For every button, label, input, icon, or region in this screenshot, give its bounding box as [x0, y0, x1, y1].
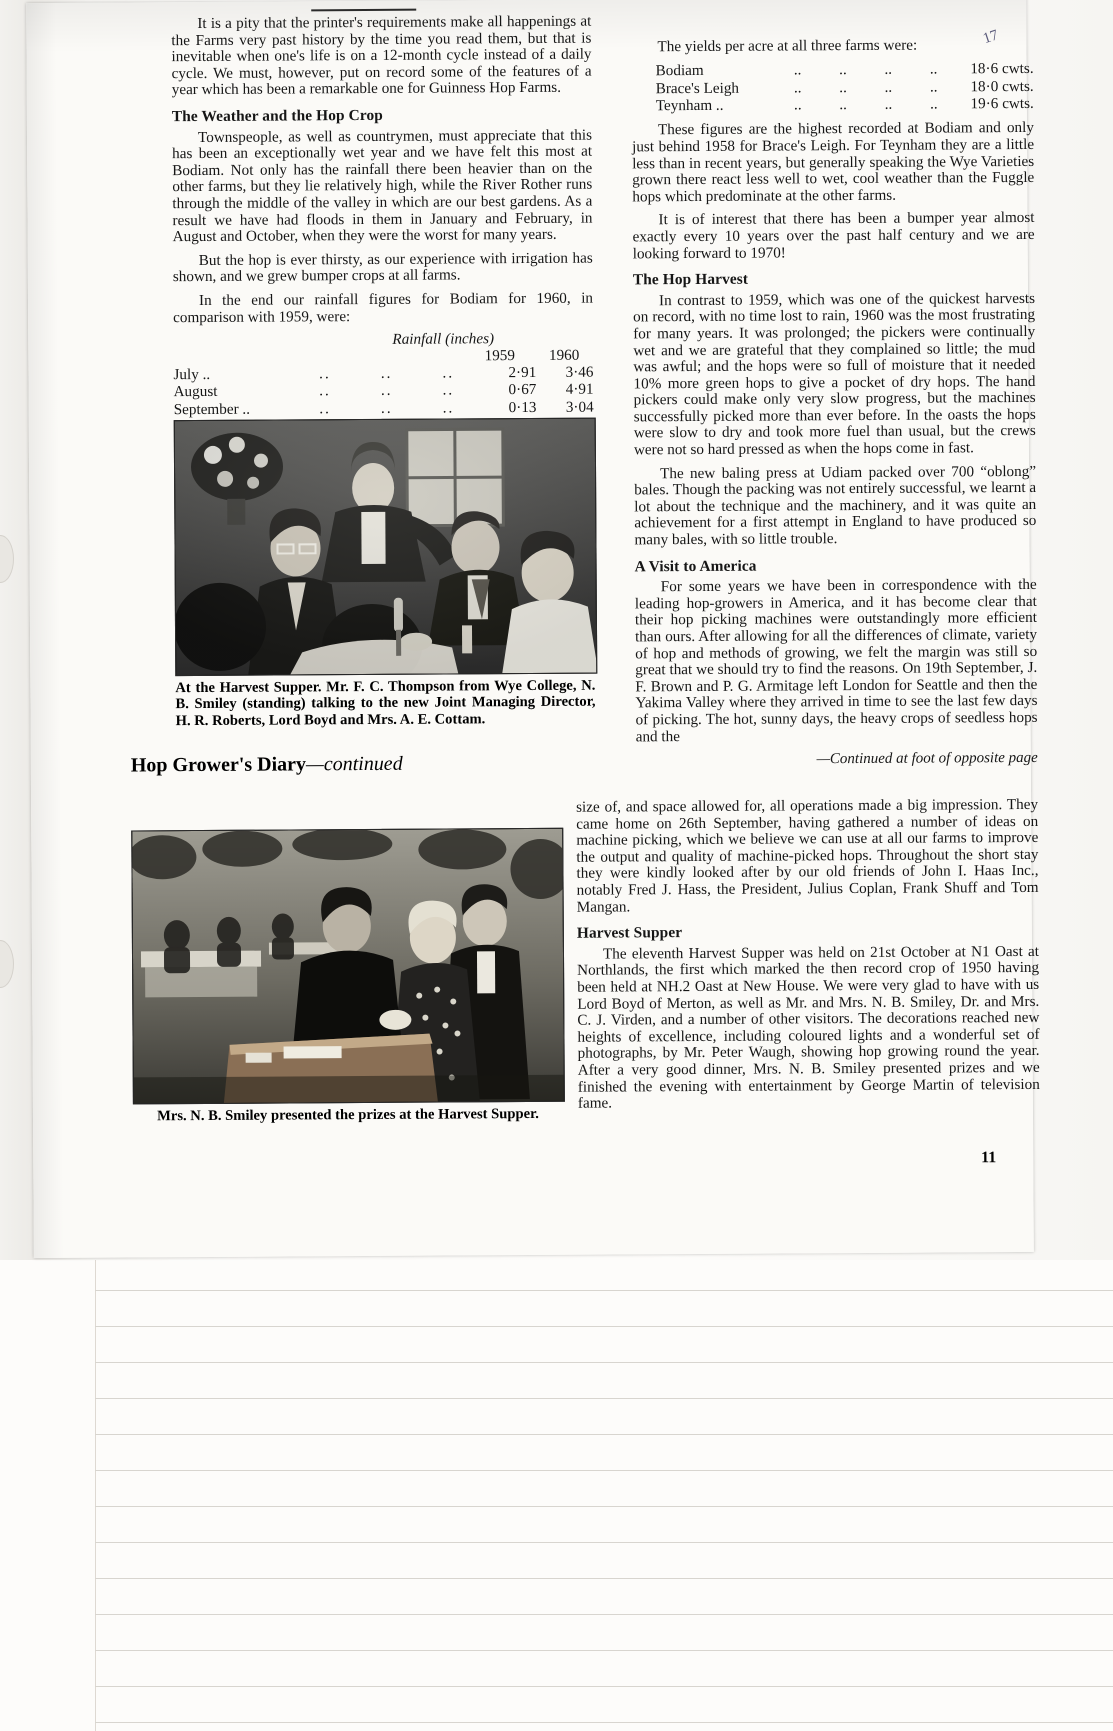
photo-image	[132, 829, 564, 1104]
paragraph: The eleventh Harvest Supper was held on 21st October at N1 Oast at Northlands, the first which marked the then record crop of 1950 having been held at NH.2 Oast at New House. We were very glad to have with us Lord Boyd of Merton, as well as Mr. and Mrs. N. B. Smiley, Dr. and Mrs. C. J. Virden, and a number of other visitors. The decorations reached new heights of excellence, including coloured lights and a wonderful set of photographs, by Mr. Peter Waugh, showing hop growing round the year. After a very good dinner, Mrs. N. B. Smiley presented prizes and we finished the evening with entertainment by George Martin of television fame.	[577, 942, 1040, 1112]
continued-note: —Continued at foot of opposite page	[816, 750, 1038, 768]
section-heading-weather: The Weather and the Hop Crop	[171, 106, 383, 126]
rainfall-month: August	[173, 383, 218, 401]
photo-prize-giving	[131, 828, 563, 1125]
photo-caption	[133, 1106, 563, 1125]
paragraph: size of, and space allowed for, all operations made a big impression. They came home on 26th September, having gathered a number of ideas on machine picking, which we believe we can use at all our farms to improve the output and quality of machine-picked hops. Throughout the short stay they were kindly looked after by our old friends of John I. Haas Inc., notably Fred J. Hass, the President, Julius Coplan, Frank Shuff and Tom Mangan.	[576, 795, 1039, 916]
section-heading-hop-harvest: The Hop Harvest	[632, 270, 749, 289]
running-head-title: Hop Grower's Diary	[130, 753, 307, 777]
paragraph: In contrast to 1959, which was one of the quickest harvests on record, with no time lost to rain, 1960 was the most frustrating for many years. It was prolonged; the pickers were continually wet and we are grateful that they complained so little; the mud was awful; and the hops were so full of moisture that it needed 10% more green hops to give a pocket of dry hops. The hand pickers could make only very slow progress, but the machines successfully picked more than ever before. In the oasts the hops were slow to dry and took more fuel than usual, but the crews were not so hard pressed as when the hops come in fast.	[633, 289, 1036, 459]
photo-harvest-supper-table	[174, 418, 596, 729]
header-rule	[311, 9, 416, 12]
table-row: July .. .. .. .. 2·91 3·46	[173, 363, 594, 383]
paragraph: It is a pity that the printer's requirements make all happenings at the Farms very past history by the time you read them, but that is inevitable when one's life is on a 12-month cycle instead of a daily cycle. We must, however, put on record some of the features of a year which has been a remarkable one for Guinness Hop Farms.	[171, 12, 592, 99]
paragraph: These figures are the highest recorded at Bodiam and only just behind 1958 for Brace's Leigh. For Teynham they are a little less than in recent years, but generally speaking the Wye Varieties grown there react less well to wet, cool weather than the Fuggle hops which predominate at the other farms.	[632, 119, 1035, 206]
yield-farm: Teynham ..	[655, 97, 724, 115]
yield-value: 18·6 cwts.	[970, 60, 1034, 78]
paragraph: The yields per acre at all three farms were:	[657, 36, 918, 56]
running-head	[131, 753, 403, 778]
section-heading-harvest-supper: Harvest Supper	[576, 924, 683, 942]
paragraph: Townspeople, as well as countrymen, must appreciate that this has been an exceptionally wet year and we have felt this most at Bodiam. Not only has the rainfall there been heavier than on the other farms, but they lie relatively high, while the River Rother runs through the middle of the valley in which are our best gardens. As a result we have had floods in them in January and February, in August and October, when they were the worst for many years.	[172, 126, 593, 246]
running-head-suffix: —continued	[305, 752, 403, 776]
rainfall-1960: 4·91	[565, 380, 594, 399]
column-lower-right	[576, 797, 1040, 1120]
margin-line	[95, 1260, 96, 1731]
table-row: August .. .. .. 0·67 4·91	[173, 380, 594, 401]
table-row: Teynham .. .. .. .. .. 19·6 cwts.	[655, 95, 1034, 115]
rainfall-col-1960: 1960	[548, 346, 580, 364]
yield-farm: Bodiam	[655, 62, 704, 80]
rainfall-1959: 2·91	[508, 363, 537, 381]
photo-image	[175, 419, 597, 676]
paragraph: It is of interest that there has been a bumper year almost exactly every 10 years over the past half century and we are looking forward to 1970!	[632, 209, 1035, 262]
rainfall-month: September ..	[173, 400, 251, 419]
photo-caption-text: Mrs. N. B. Smiley presented the prizes at the Harvest Supper.	[157, 1105, 539, 1125]
rainfall-1959: 0·13	[508, 398, 537, 417]
rainfall-month: July ..	[173, 365, 211, 383]
table-row: Bodiam .. .. .. .. 18·6 cwts.	[655, 60, 1034, 80]
section-heading-visit-america: A Visit to America	[634, 557, 757, 575]
paragraph: The new baling press at Udiam packed over 700 “oblong” bales. Though the packing was not entirely successful, we learnt a lot about the technique and the machinery, and it was quite an achievement for a first attempt in England to have produced so many bales, with so little trouble.	[634, 462, 1037, 549]
column-upper-left	[171, 14, 593, 426]
rainfall-1959: 0·67	[508, 381, 537, 399]
rainfall-table	[173, 331, 594, 420]
ruled-notebook-paper	[0, 1260, 1113, 1731]
rainfall-1960: 3·46	[565, 363, 594, 381]
table-row: September .. .. .. .. 0·13 3·04	[173, 398, 594, 419]
rainfall-1960: 3·04	[565, 398, 594, 416]
handwritten-mark: 17	[981, 27, 1001, 48]
yield-farm: Brace's Leigh	[655, 79, 740, 97]
photo-caption: At the Harvest Supper. Mr. F. C. Thompson from Wye College, N. B. Smiley (standing) talking to the new Joint Managing Director, H. R. Roberts, Lord Boyd and Mrs. A. E. Cottam.	[175, 677, 596, 729]
paragraph: In the end our rainfall figures for Bodiam for 1960, in comparison with 1959, were:	[173, 289, 594, 326]
page-number: 11	[981, 1149, 997, 1167]
yield-value: 18·0 cwts.	[970, 77, 1034, 95]
paragraph: But the hop is ever thirsty, as our experience with irrigation has shown, and we grew bumper crops at all farms.	[172, 249, 593, 286]
yields-table	[656, 61, 1034, 116]
rainfall-table-title: Rainfall (inches)	[392, 330, 495, 348]
table-row: Brace's Leigh .. .. .. .. 18·0 cwts.	[655, 77, 1034, 97]
yield-value: 19·6 cwts.	[970, 95, 1034, 113]
paragraph: For some years we have been in correspondence with the leading hop-growers in America, and it has become clear that their hop picking machines were outstandingly more efficient than ours. After allowing for all the differences of climate, variety of hop and methods of growing, we felt the margin was still so great that we should try to find the reasons. On 19th September, J. F. Brown and P. G. Armitage left London for Seattle and then the Yakima Valley where they arrived in time to see the last few days of picking. The hot, sunny days, the heavy crops of seedless hops and the	[634, 576, 1038, 745]
column-upper-right	[631, 37, 1037, 769]
document-page	[26, 0, 1040, 1258]
rainfall-col-1959: 1959	[484, 346, 516, 364]
